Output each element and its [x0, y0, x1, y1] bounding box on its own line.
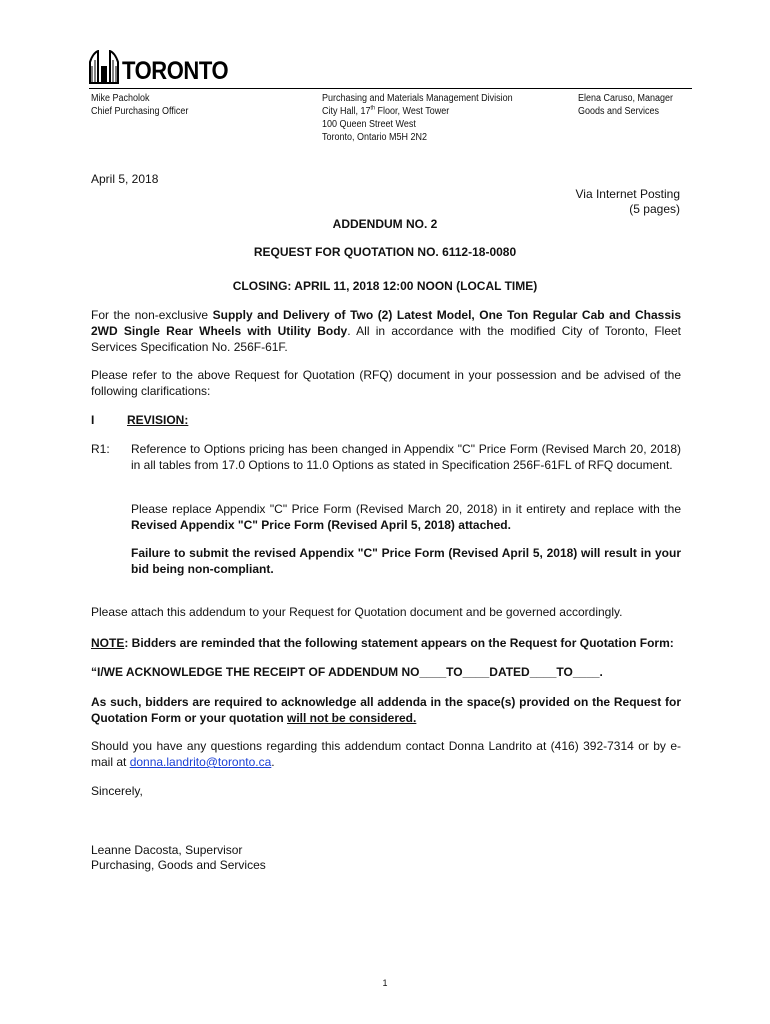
- address-line-2: City Hall, 17th Floor, West Tower: [322, 105, 450, 117]
- email-link[interactable]: donna.landrito@toronto.ca: [129, 755, 272, 769]
- signatory-title: Purchasing, Goods and Services: [91, 858, 266, 872]
- header-address: [322, 92, 534, 144]
- attach-paragraph: Please attach this addendum to your Request for Quotation document and be governed accordingly.: [91, 605, 623, 619]
- officer-title: Chief Purchasing Officer: [91, 106, 189, 117]
- toronto-logo: [89, 48, 243, 84]
- questions-paragraph: Should you have any questions regarding this addendum contact Donna Landrito at (416) 392-7314 or by e-mail at donna.landrito@toronto.ca.: [91, 739, 681, 769]
- header-left: [91, 92, 199, 118]
- header-rule: [89, 88, 692, 89]
- posting-method: Via Internet Posting: [575, 187, 680, 201]
- address-line-4: Toronto, Ontario M5H 2N2: [322, 132, 428, 143]
- rfq-title: REQUEST FOR QUOTATION NO. 6112-18-0080: [253, 245, 517, 259]
- addendum-title: ADDENDUM NO. 2: [332, 217, 438, 231]
- manager-name: Elena Caruso, Manager: [578, 93, 674, 104]
- revision-paragraph-1: Reference to Options pricing has been changed in Appendix "C" Price Form (Revised March 20, 2018) in all tables from 17.0 Options to 11.0 Options as stated in Specification 256F-61FL of RFQ document.: [131, 442, 681, 472]
- logo-wordmark: TORONTO: [122, 57, 229, 85]
- manager-title: Goods and Services: [578, 106, 660, 117]
- revision-paragraph-2: Please replace Appendix "C" Price Form (Revised March 20, 2018) in it entirety and replace with the Revised Appendix "C" Price Form (Revised April 5, 2018) attached.: [131, 502, 681, 532]
- division-name: Purchasing and Materials Management Division: [322, 93, 513, 104]
- acknowledge-requirement: As such, bidders are required to acknowledge all addenda in the space(s) provided on the Request for Quotation Form or your quotation will not be considered.: [91, 695, 681, 725]
- note-paragraph: NOTE: Bidders are reminded that the following statement appears on the Request for Quotation Form:: [91, 636, 674, 650]
- revision-label: R1:: [91, 442, 110, 456]
- revision-paragraph-3: Failure to submit the revised Appendix "C" Price Form (Revised April 5, 2018) will result in your bid being non-compliant.: [131, 546, 681, 576]
- signatory-name: Leanne Dacosta, Supervisor: [91, 843, 243, 857]
- closing-title: CLOSING: APRIL 11, 2018 12:00 NOON (LOCAL TIME): [232, 279, 538, 293]
- officer-name: Mike Pacholok: [91, 93, 150, 104]
- header-right: [578, 92, 684, 118]
- section-title: REVISION:: [127, 413, 189, 427]
- posting-pages: (5 pages): [629, 202, 680, 216]
- address-line-3: 100 Queen Street West: [322, 119, 416, 130]
- refer-paragraph: Please refer to the above Request for Quotation (RFQ) document in your possession and be advised of the following clarifications:: [91, 368, 681, 398]
- section-number: I: [91, 413, 95, 427]
- page-number: 1: [382, 978, 388, 988]
- city-hall-icon: [89, 50, 119, 84]
- letter-date: April 5, 2018: [91, 172, 159, 186]
- intro-paragraph: For the non-exclusive Supply and Delivery of Two (2) Latest Model, One Ton Regular Cab and Chassis 2WD Single Rear Wheels with Utility Body. All in accordance with the modified City of Toronto, Fleet Services Specification No. 256F-61F.: [91, 308, 681, 354]
- sincerely: Sincerely,: [91, 784, 143, 798]
- acknowledge-statement: “I/WE ACKNOWLEDGE THE RECEIPT OF ADDENDUM NO____TO____DATED____TO____.: [91, 665, 603, 679]
